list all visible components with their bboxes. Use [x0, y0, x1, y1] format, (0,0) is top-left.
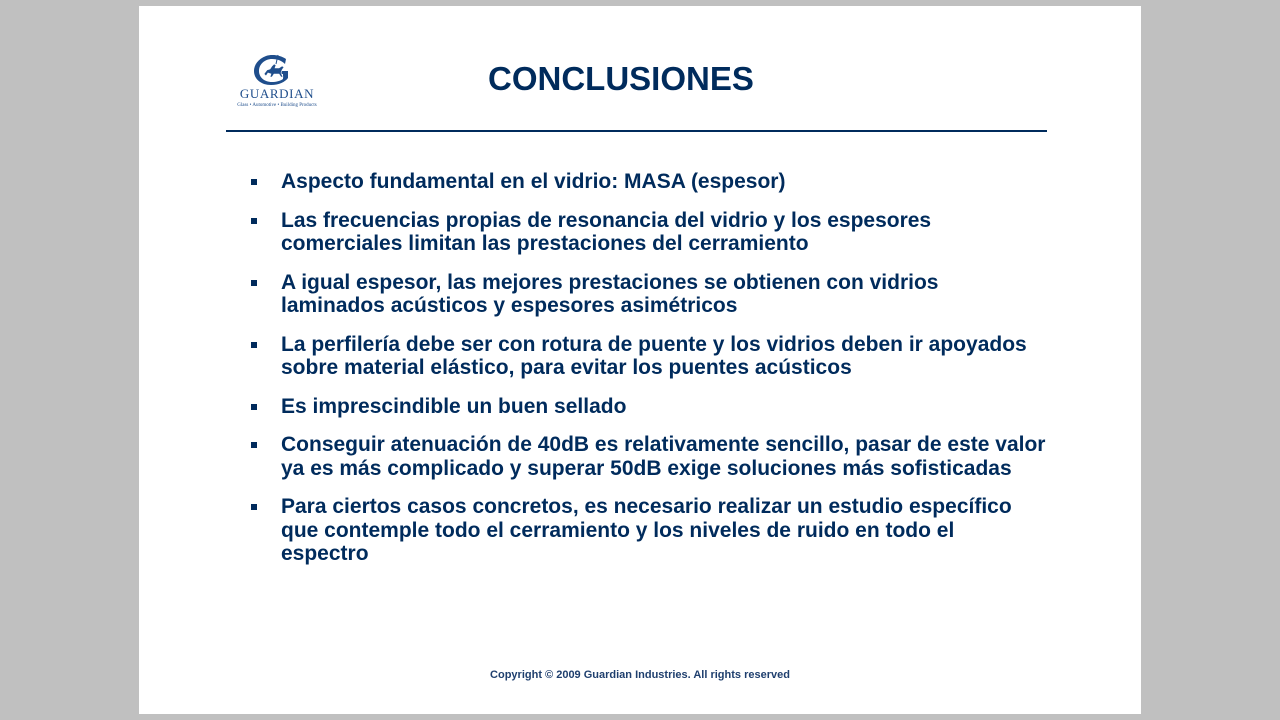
square-bullet-icon [251, 218, 257, 224]
list-item-text: Las frecuencias propias de resonancia del vidrio y los espesores comerciales limitan las prestaciones del cerramiento [281, 208, 932, 255]
square-bullet-icon [251, 342, 257, 348]
conclusions-list [247, 170, 1047, 581]
list-item-text: Conseguir atenuación de 40dB es relativamente sencillo, pasar de este valor ya es más complicado y superar 50dB exige soluciones más sofisticadas [281, 433, 1046, 480]
list-item-text: Aspecto fundamental en el vidrio: MASA (espesor) [281, 170, 786, 193]
list-item [247, 395, 1047, 419]
square-bullet-icon [251, 280, 257, 286]
slide-title: CONCLUSIONES [488, 60, 754, 97]
square-bullet-icon [251, 442, 257, 448]
title-divider [226, 130, 1047, 132]
list-item [247, 271, 1047, 318]
guardian-horse-rider-logo-icon [234, 54, 320, 88]
slide [139, 6, 1141, 714]
list-item [247, 170, 1047, 194]
list-item [247, 209, 1047, 256]
list-item-text: A igual espesor, las mejores prestaciones se obtienen con vidrios laminados acústicos y espesores asimétricos [281, 270, 939, 317]
list-item-text: Para ciertos casos concretos, es necesario realizar un estudio específico que contemple todo el cerramiento y los niveles de ruido en todo el espectro [281, 495, 1012, 565]
list-item [247, 433, 1047, 480]
square-bullet-icon [251, 179, 257, 185]
list-item-text: La perfilería debe ser con rotura de puente y los vidrios deben ir apoyados sobre material elástico, para evitar los puentes acústicos [281, 332, 1027, 379]
square-bullet-icon [251, 504, 257, 510]
list-item-text: Es imprescindible un buen sellado [281, 394, 627, 418]
list-item [247, 495, 1047, 566]
copyright-footer: Copyright © 2009 Guardian Industries. All rights reserved [490, 669, 790, 681]
logo-wordmark: GUARDIAN [239, 86, 315, 101]
logo-tagline: Glass • Automotive • Building Products [237, 103, 317, 108]
guardian-logo [234, 54, 320, 112]
list-item [247, 333, 1047, 380]
square-bullet-icon [251, 404, 257, 410]
